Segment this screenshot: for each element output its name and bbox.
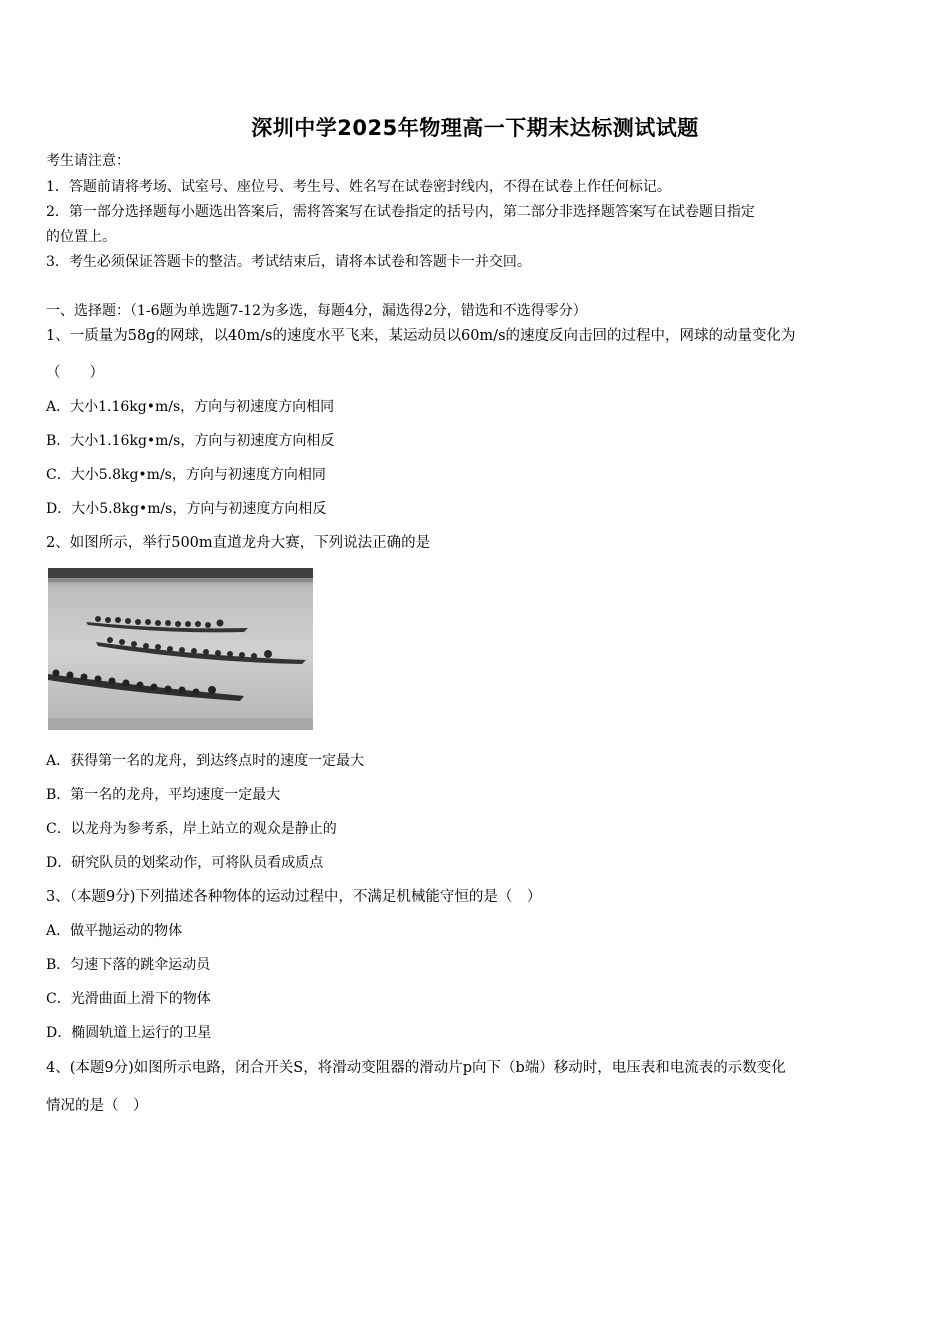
question-1-option-c: C．大小5.8kg•m/s，方向与初速度方向相同 [46,467,326,483]
question-4-stem-line-2: 情况的是（ ） [46,1098,148,1114]
question-3-option-a: A．做平抛运动的物体 [46,923,183,939]
notice-heading: 考生请注意： [46,153,130,169]
question-2-option-d: D．研究队员的划桨动作，可将队员看成质点 [46,855,324,871]
question-1-option-a: A．大小1.16kg•m/s，方向与初速度方向相同 [46,399,335,415]
question-3-option-c: C．光滑曲面上滑下的物体 [46,991,211,1007]
question-2-option-a: A．获得第一名的龙舟，到达终点时的速度一定最大 [46,753,365,769]
question-1-option-d: D．大小5.8kg•m/s，方向与初速度方向相反 [46,501,327,517]
notice-item-2-line-2: 的位置上。 [46,229,116,245]
question-3-option-d: D．椭圆轨道上运行的卫星 [46,1025,212,1041]
question-1-stem-line-1: 1、一质量为58g的网球，以40m/s的速度水平飞来，某运动员以60m/s的速度反向击回的过程中，网球的动量变化为 [46,328,796,344]
question-3-stem: 3、（本题9分)下列描述各种物体的运动过程中，不满足机械能守恒的是（ ） [46,889,542,905]
section-heading: 一、选择题：（1-6题为单选题7-12为多选，每题4分，漏选得2分，错选和不选得零分） [46,303,587,319]
notice-item-3: 3．考生必须保证答题卡的整洁。考试结束后，请将本试卷和答题卡一并交回。 [46,254,531,270]
question-4-stem-line-1: 4、(本题9分)如图所示电路，闭合开关S，将滑动变阻器的滑动片p向下（b端）移动时，电压表和电流表的示数变化 [46,1060,786,1076]
notice-item-1: 1．答题前请将考场、试室号、座位号、考生号、姓名写在试卷密封线内，不得在试卷上作任何标记。 [46,179,671,195]
question-2-option-c: C．以龙舟为参考系，岸上站立的观众是静止的 [46,821,337,837]
question-2-stem: 2、如图所示，举行500m直道龙舟大赛，下列说法正确的是 [46,535,431,551]
question-3-option-b: B．匀速下落的跳伞运动员 [46,957,211,973]
question-1-stem-line-2: （ ） [46,365,104,381]
question-2-option-b: B．第一名的龙舟，平均速度一定最大 [46,787,281,803]
page-title: 深圳中学2025年物理高一下期末达标测试试题 [251,116,699,140]
question-1-option-b: B．大小1.16kg•m/s，方向与初速度方向相反 [46,433,335,449]
notice-item-2-line-1: 2．第一部分选择题每小题选出答案后，需将答案写在试卷指定的括号内，第二部分非选择题答案写在试卷题目指定 [46,204,755,220]
dragon-boat-photo [48,568,313,730]
